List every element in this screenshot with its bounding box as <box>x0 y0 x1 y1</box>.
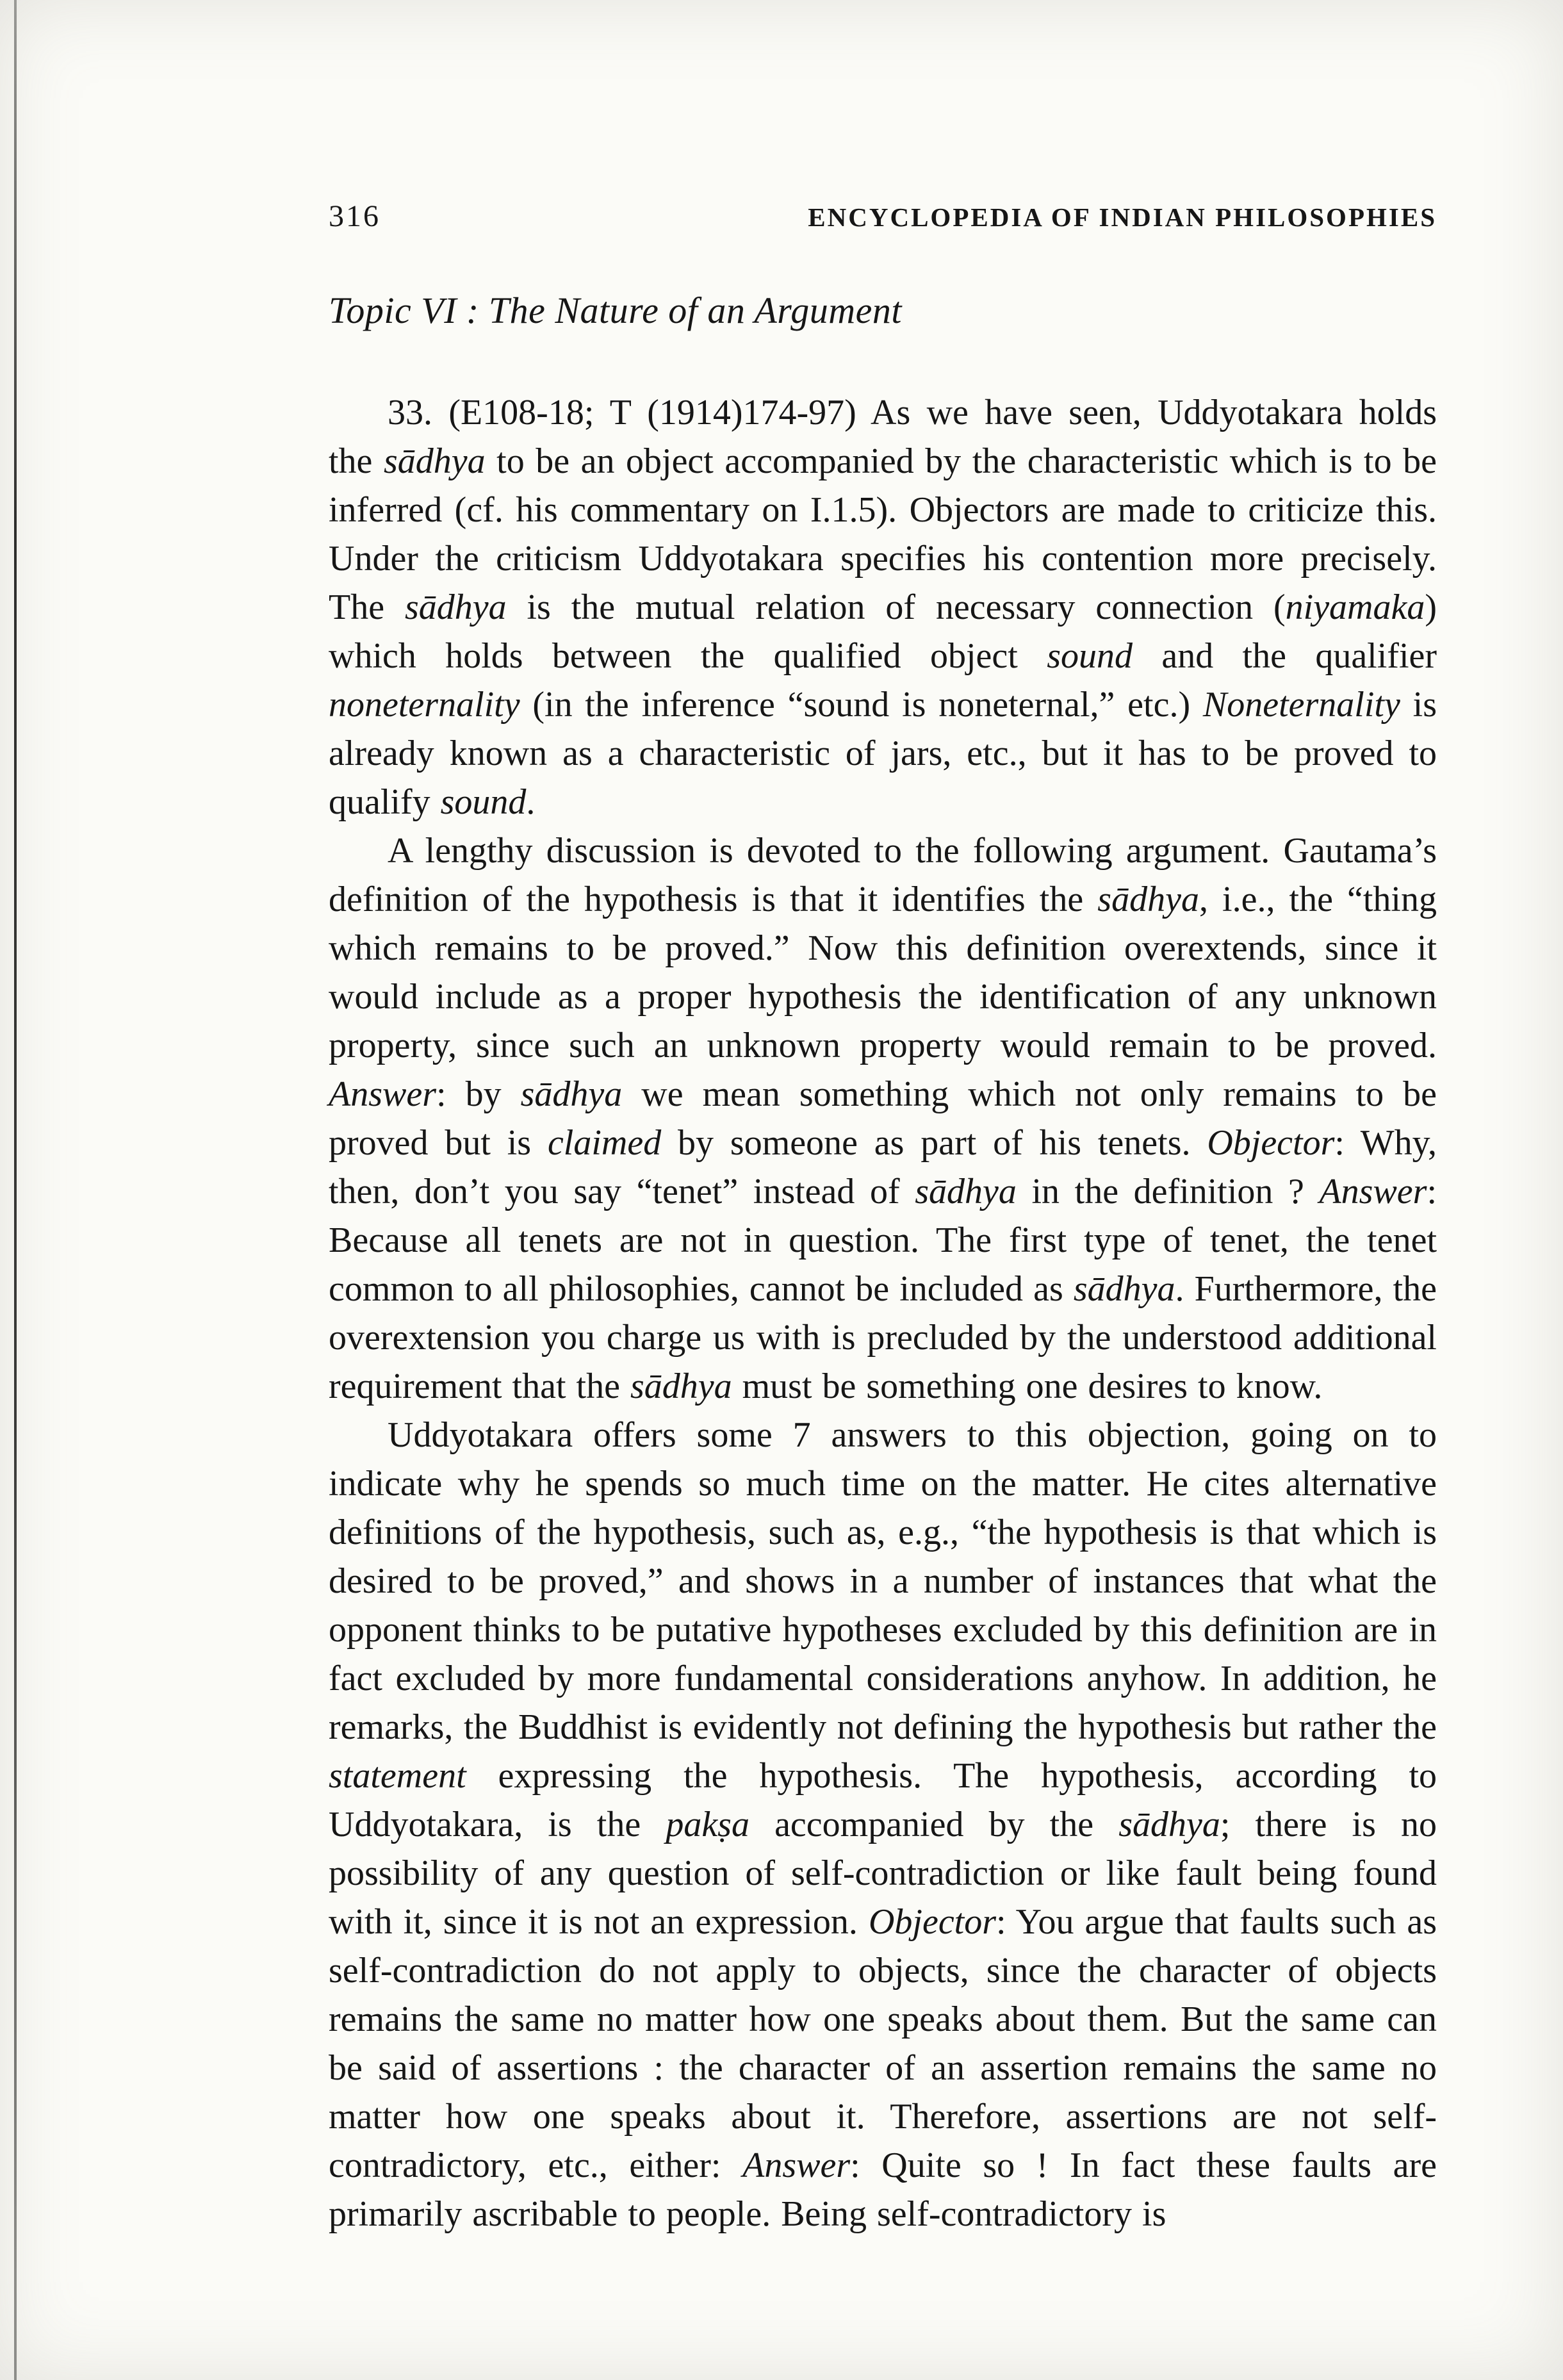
page-header <box>329 199 1437 234</box>
body-text <box>329 388 1437 2238</box>
topic-heading: Topic VI : The Nature of an Argument <box>329 290 902 331</box>
paragraph-1: 33. (E108-18; T (1914)174-97) As we have seen, Uddyotakara holds the sādhya to be an object accompanied by the characteristic which is to be inferred (cf. his commentary on I.1.5). Objectors are made to criticize this. Under the criticism Uddyotakara specifies his contention more precisely. The sādhya is the mutual relation of necessary connection (niyamaka) which holds between the qualified object sound and the qualifier noneternality (in the inference “sound is noneternal,” etc.) Noneternality is already known as a characteristic of jars, etc., but it has to be proved to qualify sound. <box>329 393 1437 822</box>
paragraph-3: Uddyotakara offers some 7 answers to this objection, going on to indicate why he spends so much time on the matter. He cites alternative definitions of the hypothesis, such as, e.g., “the hypothesis is that which is desired to be proved,” and shows in a number of instances that what the opponent thinks to be putative hypotheses excluded by this definition are in fact excluded by more fundamental considerations anyhow. In addition, he remarks, the Buddhist is evidently not defining the hypothesis but rather the statement expressing the hypothesis. The hypothesis, according to Uddyotakara, is the pakṣa accompanied by the sādhya; there is no possibility of any question of self-contradiction or like fault being found with it, since it is not an expression. Objector: You argue that faults such as self-contradiction do not apply to objects, since the character of objects remains the same no matter how one speaks about them. But the same can be said of assertions : the character of an assertion remains the same no matter how one speaks about it. Therefore, assertions are not self-contradictory, etc., either: Answer: Quite so ! In fact these faults are primarily ascribable to people. Being self-contradictory is <box>329 1415 1437 2234</box>
running-header: ENCYCLOPEDIA OF INDIAN PHILOSOPHIES <box>808 202 1437 232</box>
paragraph-2: A lengthy discussion is devoted to the following argument. Gautama’s definition of the hypothesis is that it identifies the sādhya, i.e., the “thing which remains to be proved.” Now this definition overextends, since it would include as a proper hypothesis the identification of any unknown property, since such an unknown property would remain to be proved. Answer: by sādhya we mean something which not only remains to be proved but is claimed by someone as part of his tenets. Objector: Why, then, don’t you say “tenet” instead of sādhya in the definition ? Answer: Because all tenets are not in question. The first type of tenet, the tenet common to all philosophies, cannot be included as sādhya. Furthermore, the overextension you charge us with is precluded by the understood additional requirement that the sādhya must be something one desires to know. <box>329 831 1437 1406</box>
page-content <box>329 199 1437 2238</box>
page-number: 316 <box>329 199 381 233</box>
scan-edge-line <box>14 0 17 2380</box>
